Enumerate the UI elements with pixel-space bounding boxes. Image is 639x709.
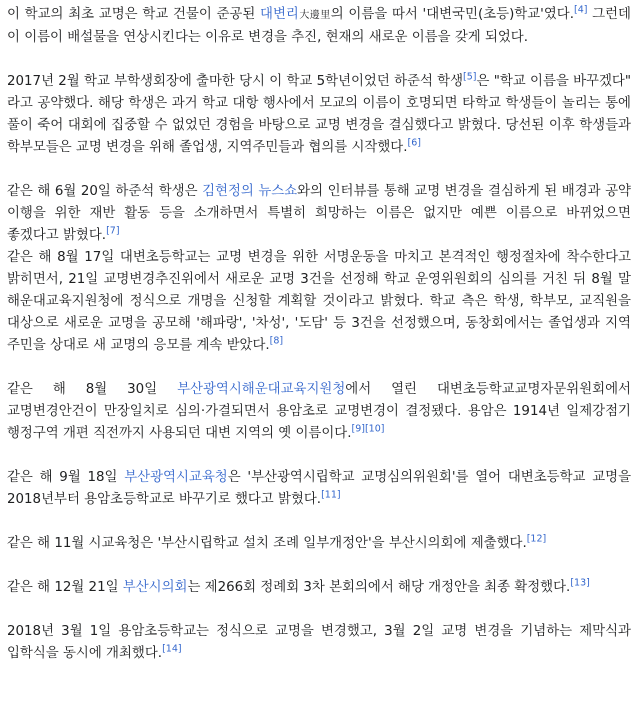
paragraph-text: 같은 해 8월 30일 [7, 382, 178, 397]
citation-ref[interactable]: [5] [463, 71, 477, 83]
citation-ref[interactable]: [9] [351, 423, 365, 435]
wiki-link[interactable]: 대변리 [260, 7, 299, 22]
paragraph-text: 은 "학교 이름을 바꾸겠다" 라고 공약했다. 해당 학생은 과거 학교 대항 행사에서 모교의 이름이 호명되면 타학교 학생들이 놀리는 통에 풀이 죽어 대회에 집중할 수 없었던 경험을 바탕으로 교명 변경을 결심했다고 밝혔다. 당선된 이후 학생들과 학부모들은 교명 변경을 위해 졸업생, 지역주민들과 협의를 시작했다. [7, 74, 631, 155]
paragraph [7, 621, 631, 665]
paragraph [7, 467, 631, 511]
wiki-link[interactable]: 부산광역시해운대교육지원청 [177, 382, 346, 397]
paragraph-text: 같은 해 12월 21일 [7, 580, 123, 595]
citation-ref[interactable]: [4] [573, 4, 588, 16]
wiki-link[interactable]: 김현정의 뉴스쇼 [202, 184, 298, 199]
paragraph-text: 이 학교의 최초 교명은 학교 건물이 준공된 [7, 7, 261, 22]
citation-ref[interactable]: [12] [526, 533, 547, 545]
wiki-link[interactable]: 부산광역시교육청 [124, 470, 228, 485]
paragraph-text: 같은 해 9월 18일 [7, 470, 125, 485]
paragraph-text: 에서 열린 대변초등학교교명자문위원회에서 교명변경안건이 만장일치로 심의·가결되면서 용암초로 교명변경이 결정됐다. 용암은 1914년 일제강점기 행정구역 개편 직전까지 사용되던 대변 지역의 옛 이름이다. [7, 382, 631, 441]
paragraph [7, 181, 631, 247]
paragraph [7, 71, 631, 159]
citation-ref[interactable]: [7] [106, 225, 120, 237]
paragraph-text: 같은 해 8월 17일 대변초등학교는 교명 변경을 위한 서명운동을 마치고 본격적인 행정절차에 착수한다고 밝히면서, 21일 교명변경추진위에서 새로운 교명 3건을 선정해 학교 운영위원회의 심의를 거친 뒤 8월 말 해운대교육지원청에 정식으로 개명을 신청할 계획할 것이라고 밝혔다. 학교 측은 학생, 학부모, 교직원을 대상으로 새로운 교명을 공모해 '해파랑', '차성', '도담' 등 3건을 선정했으며, 동창회에서는 졸업생과 지역 주민을 상대로 새 교명의 응모를 계속 받았다. [7, 250, 631, 353]
paragraph-text: 2018년 3월 1일 용암초등학교는 정식으로 교명을 변경했고, 3월 2일 교명 변경을 기념하는 제막식과 입학식을 동시에 개최했다. [7, 624, 631, 661]
citation-ref[interactable]: [14] [162, 643, 182, 655]
paragraph-text: 같은 해 6월 20일 하준석 학생은 [7, 184, 203, 199]
paragraph [7, 577, 631, 599]
paragraph-text: 와의 인터뷰를 통해 교명 변경을 결심하게 된 배경과 공약 이행을 위한 재반 활동 등을 소개하면서 특별히 희망하는 이름은 없지만 예쁜 이름으로 바뀌었으면 좋겠다고 밝혔다. [7, 184, 631, 243]
paragraph-text: 2017년 2월 학교 부학생회장에 출마한 당시 이 학교 5학년이었던 하준석 학생 [7, 74, 464, 89]
paragraph-text: 는 제266회 정례회 3차 본회의에서 해당 개정안을 최종 확정했다. [187, 580, 571, 595]
citation-ref[interactable]: [13] [570, 577, 590, 589]
citation-ref[interactable]: [8] [269, 335, 284, 347]
paragraph-text: 같은 해 11월 시교육청은 '부산시립학교 설치 조례 일부개정안'을 부산시의회에 제출했다. [7, 536, 527, 551]
citation-ref[interactable]: [6] [407, 137, 421, 149]
citation-ref[interactable]: [11] [321, 489, 341, 501]
paragraph-text: 그런데 이 이름이 배설물을 연상시킨다는 이유로 변경을 추진, 현재의 새로운 이름을 갖게 되었다. [7, 7, 631, 45]
hanja-annotation: 大邊里 [298, 10, 331, 21]
paragraph-text: 은 '부산광역시립학교 교명심의위원회'를 열어 대변초등학교 교명을 2018년부터 용암초등학교로 바꾸기로 했다고 밝혔다. [7, 470, 631, 507]
wiki-link[interactable]: 부산시의회 [122, 580, 188, 595]
paragraph [7, 4, 631, 49]
paragraph [7, 533, 631, 555]
citation-ref[interactable]: [10] [364, 423, 385, 435]
paragraph [7, 379, 631, 445]
paragraph-text: 의 이름을 따서 '대변국민(초등)학교'였다. [330, 7, 574, 22]
paragraph [7, 247, 631, 357]
